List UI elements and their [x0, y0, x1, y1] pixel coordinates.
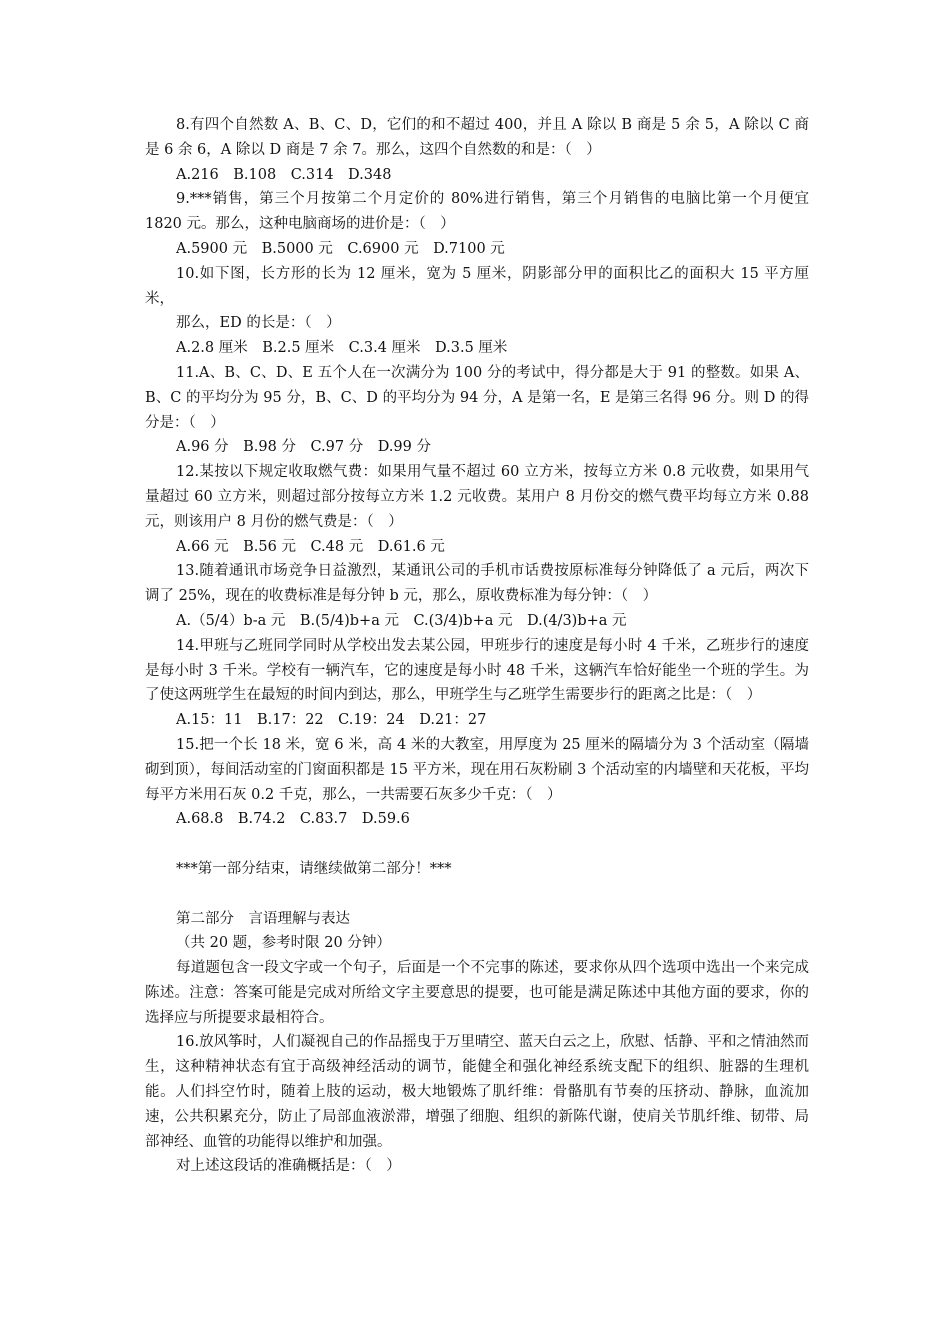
option-line: A.68.8 B.74.2 C.83.7 D.59.6: [176, 811, 410, 828]
blank-line: [145, 832, 809, 857]
option-line: A.2.8 厘米 B.2.5 厘米 C.3.4 厘米 D.3.5 厘米: [176, 340, 508, 357]
option-line: 对上述这段话的准确概括是：（ ）: [176, 1158, 401, 1175]
question-paragraph: 8.有四个自然数 A、B、C、D，它们的和不超过 400，并且 A 除以 B 商是 5 余 5，A 除以 C 商是 6 余 6，A 除以 D 商是 7 余 7。那么，这四个自然数的和是：（ ）: [145, 117, 809, 158]
question-paragraph: 15.把一个长 18 米，宽 6 米，高 4 米的大教室，用厚度为 25 厘米的隔墙分为 3 个活动室（隔墙砌到顶），每间活动室的门窗面积都是 15 平方米，现在用石灰粉刷 3 个活动室的内墙壁和天花板，平均每平方米用石灰 0.2 千克，那么，一共需要石灰多少千克：（ ）: [145, 736, 809, 803]
question-paragraph: 16.放风筝时，人们凝视自己的作品摇曳于万里晴空、蓝天白云之上，欣慰、恬静、平和之情油然而生，这种精神状态有宜于高级神经活动的调节，能健全和强化神经系统支配下的组织、脏器的生理机能。人们抖空竹时，随着上肢的运动，极大地锻炼了肌纤维：骨骼肌有节奏的压挤动、静脉，血流加速，公共积累充分，防止了局部血液淤滞，增强了细胞、组织的新陈代谢，使肩关节肌纤维、韧带、局部神经、血管的功能得以维护和加强。: [145, 1034, 809, 1150]
question-paragraph: 每道题包含一段文字或一个句子，后面是一个不完事的陈述，要求你从四个选项中选出一个来完成陈述。注意：答案可能是完成对所给文字主要意思的提要，也可能是满足陈述中其他方面的要求，你的选择应与所提要求最相符合。: [145, 960, 809, 1026]
document-page: [145, 113, 809, 1179]
question-paragraph: 12.某按以下规定收取燃气费：如果用气量不超过 60 立方米，按每立方米 0.8 元收费，如果用气量超过 60 立方米，则超过部分按每立方米 1.2 元收费。某用户 8 月份交的燃气费平均每立方米 0.88 元，则该用户 8 月份的燃气费是：（ ）: [145, 464, 809, 530]
question-paragraph: 10.如下图，长方形的长为 12 厘米，宽为 5 厘米，阴影部分甲的面积比乙的面积大 15 平方厘米，: [145, 265, 809, 307]
option-line: ***第一部分结束，请继续做第二部分！***: [176, 860, 452, 877]
question-paragraph: 14.甲班与乙班同学同时从学校出发去某公园，甲班步行的速度是每小时 4 千米，乙班步行的速度是每小时 3 千米。学校有一辆汽车，它的速度是每小时 48 千米，这辆汽车恰好能坐一个班的学生。为了使这两班学生在最短的时间内到达，那么，甲班学生与乙班学生需要步行的距离之比是：（ ）: [145, 637, 809, 704]
option-line: A.15：11 B.17：22 C.19：24 D.21：27: [176, 712, 487, 729]
option-line: A.96 分 B.98 分 C.97 分 D.99 分: [176, 439, 431, 456]
blank-line: [145, 882, 809, 907]
option-line: A.66 元 B.56 元 C.48 元 D.61.6 元: [176, 538, 445, 555]
question-paragraph: 13.随着通讯市场竞争日益激烈，某通讯公司的手机市话费按原标准每分钟降低了 a 元后，两次下调了 25%，现在的收费标准是每分钟 b 元，那么，原收费标准为每分钟：（ ）: [145, 563, 809, 605]
option-line: 第二部分 言语理解与表达: [176, 910, 350, 927]
option-line: （共 20 题，参考时限 20 分钟）: [176, 935, 391, 952]
question-paragraph: 9.***销售，第三个月按第二个月定价的 80%进行销售，第三个月销售的电脑比第一个月便宜 1820 元。那么，这种电脑商场的进价是：（ ）: [145, 191, 809, 233]
option-line: A.216 B.108 C.314 D.348: [176, 166, 392, 183]
option-line: A.（5/4）b-a 元 B.(5/4)b+a 元 C.(3/4)b+a 元 D.(4/3)b+a 元: [176, 612, 627, 629]
option-line: A.5900 元 B.5000 元 C.6900 元 D.7100 元: [176, 240, 505, 257]
option-line: 那么，ED 的长是：（ ）: [176, 315, 341, 332]
question-paragraph: 11.A、B、C、D、E 五个人在一次满分为 100 分的考试中，得分都是大于 91 的整数。如果 A、B、C 的平均分为 95 分，B、C、D 的平均分为 94 分，A 是第一名，E 是第三名得 96 分。则 D 的得分是：（ ）: [145, 364, 809, 431]
